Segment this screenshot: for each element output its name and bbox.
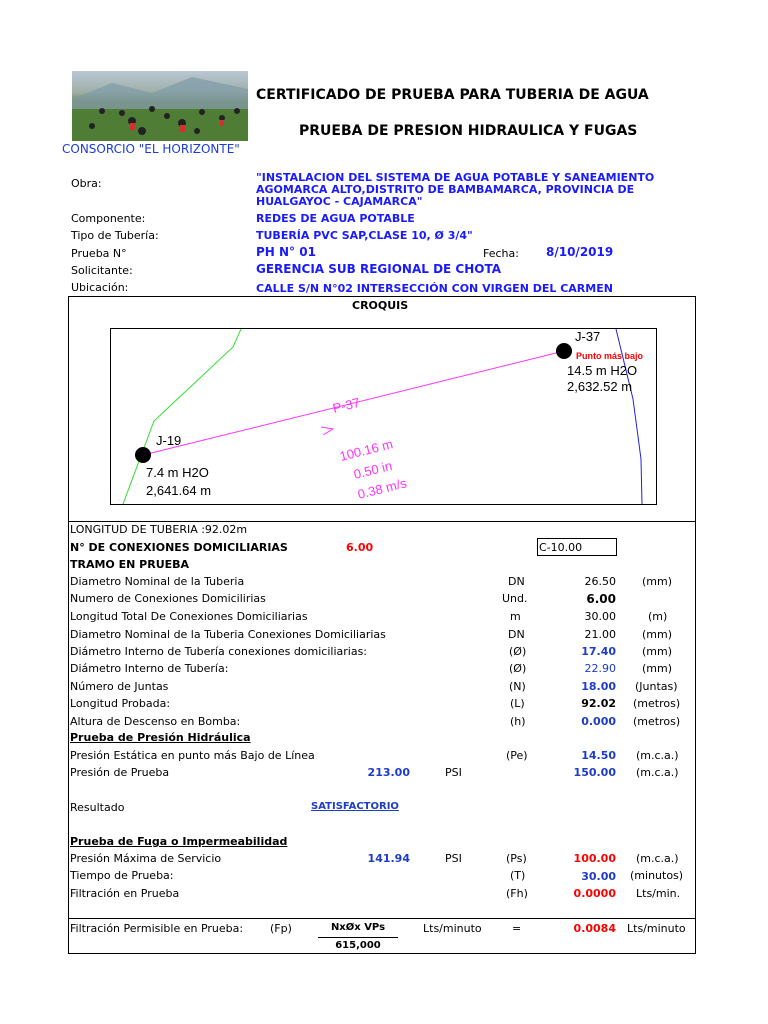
row-unit: (m)	[648, 610, 668, 623]
row-label: Longitud Total De Conexiones Domiciliarias	[70, 610, 308, 623]
formula-numerator: NxØx VPs	[330, 922, 386, 933]
row-value: 0.000	[581, 715, 616, 728]
node-j19-elevation: 2,641.64 m	[146, 483, 212, 498]
row-value: 18.00	[581, 680, 616, 693]
row-unit: (mm)	[642, 645, 673, 658]
company-name: CONSORCIO "EL HORIZONTE"	[62, 142, 240, 156]
presion-estatica-symbol: (Pe)	[506, 749, 528, 762]
presion-maxima-unit: (m.c.a.)	[636, 852, 679, 865]
row-symbol: (N)	[509, 680, 526, 693]
row-label: Longitud Probada:	[70, 697, 171, 710]
row-label: Diámetro Interno de Tubería:	[70, 662, 229, 675]
pipe-label: P-37	[331, 394, 362, 416]
solicitante-value: GERENCIA SUB REGIONAL DE CHOTA	[256, 262, 502, 276]
equals-sign: =	[512, 922, 522, 935]
fuga-title: Prueba de Fuga o Impermeabilidad	[70, 835, 288, 848]
row-symbol: (Ø)	[509, 645, 527, 658]
filtracion-symbol: (Fh)	[506, 887, 528, 900]
ubicacion-label: Ubicación:	[71, 281, 129, 294]
row-label: Altura de Descenso en Bomba:	[70, 715, 241, 728]
document-subtitle: PRUEBA DE PRESION HIDRAULICA Y FUGAS	[299, 123, 638, 139]
tipo-label: Tipo de Tubería:	[71, 229, 159, 242]
row-label: Número de Juntas	[70, 680, 169, 693]
node-j19-label: J-19	[156, 433, 182, 448]
document-title: CERTIFICADO DE PRUEBA PARA TUBERIA DE AGUA	[256, 87, 649, 103]
filtracion-value: 0.0000	[573, 887, 616, 900]
row-symbol: (h)	[510, 715, 526, 728]
row-value: 6.00	[586, 592, 616, 606]
row-symbol: DN	[508, 575, 525, 588]
obra-line-3: HUALGAYOC - CAJAMARCA"	[256, 195, 423, 208]
row-value: 92.02	[581, 697, 616, 710]
tipo-value: TUBERÍA PVC SAP,CLASE 10, Ø 3/4"	[256, 229, 473, 242]
solicitante-label: Solicitante:	[71, 264, 133, 277]
row-symbol: DN	[508, 628, 525, 641]
pipe-length: 100.16 m	[338, 436, 395, 464]
row-label: Diametro Nominal de la Tuberia	[70, 575, 245, 588]
node-j37-pressure: 14.5 m H2O	[567, 363, 638, 378]
header-photo	[72, 71, 248, 141]
conexiones-value: 6.00	[346, 541, 374, 554]
hidraulica-title: Prueba de Presión Hidráulica	[70, 731, 251, 744]
formula-denominator: 615,000	[335, 940, 381, 951]
section-divider	[68, 918, 696, 919]
node-j37-elevation: 2,632.52 m	[567, 379, 633, 394]
class-box-value: C-10.00	[539, 541, 583, 554]
formula-divider	[318, 937, 398, 938]
tiempo-value: 30.00	[581, 870, 616, 883]
section-divider	[68, 521, 696, 522]
row-label: Diametro Nominal de la Tuberia Conexiones Domiciliarias	[70, 628, 386, 641]
presion-maxima-label: Presión Máxima de Servicio	[70, 852, 222, 865]
row-symbol: (Ø)	[509, 662, 527, 675]
presion-prueba-unit: (m.c.a.)	[636, 766, 679, 779]
fecha-value: 8/10/2019	[546, 245, 614, 259]
row-symbol: (L)	[510, 697, 525, 710]
filtracion-permisible-label: Filtración Permisible en Prueba:	[70, 922, 244, 935]
node-j19-pressure: 7.4 m H2O	[146, 465, 209, 480]
longitud-tuberia: LONGITUD DE TUBERIA :92.02m	[70, 523, 248, 536]
row-value: 26.50	[584, 575, 616, 588]
presion-maxima-symbol: (Ps)	[506, 852, 527, 865]
obra-line-2: AGOMARCA ALTO,DISTRITO DE BAMBAMARCA, PROVINCIA DE	[256, 183, 635, 196]
presion-prueba-psi-value: 213.00	[367, 766, 410, 779]
formula-units: Lts/minuto	[423, 922, 482, 935]
componente-label: Componente:	[71, 212, 146, 225]
node-j37-note: Punto más bajo	[576, 351, 644, 361]
filtracion-permisible-symbol: (Fp)	[270, 922, 292, 935]
presion-estatica-unit: (m.c.a.)	[636, 749, 679, 762]
row-symbol: Und.	[502, 592, 528, 605]
row-unit: (mm)	[642, 662, 673, 675]
tiempo-symbol: (T)	[510, 869, 526, 882]
row-label: Diámetro Interno de Tubería conexiones domiciliarias:	[70, 645, 368, 658]
prueba-value: PH N° 01	[256, 245, 316, 259]
conexiones-label: N° DE CONEXIONES DOMICILIARIAS	[70, 541, 288, 554]
filtracion-permisible-unit: Lts/minuto	[627, 922, 686, 935]
presion-prueba-value: 150.00	[573, 766, 616, 779]
presion-prueba-psi: PSI	[445, 766, 462, 779]
croquis-title: CROQUIS	[352, 299, 409, 312]
presion-maxima-psi: PSI	[445, 852, 462, 865]
obra-line-1: "INSTALACION DEL SISTEMA DE AGUA POTABLE Y SANEAMIENTO	[256, 171, 655, 184]
row-unit: (mm)	[642, 575, 673, 588]
row-unit: (mm)	[642, 628, 673, 641]
prueba-label: Prueba N°	[71, 247, 127, 260]
tiempo-unit: (minutos)	[630, 869, 684, 882]
pipe-velocity: 0.38 m/s	[356, 475, 409, 502]
obra-label: Obra:	[71, 177, 102, 190]
presion-maxima-psi-value: 141.94	[367, 852, 410, 865]
resultado-label: Resultado	[70, 801, 125, 814]
componente-value: REDES DE AGUA POTABLE	[256, 212, 415, 225]
row-value: 30.00	[584, 610, 616, 623]
filtracion-label: Filtración en Prueba	[70, 887, 180, 900]
resultado-value: SATISFACTORIO	[311, 801, 399, 812]
presion-maxima-value: 100.00	[573, 852, 616, 865]
filtracion-unit: Lts/min.	[636, 887, 681, 900]
tiempo-label: Tiempo de Prueba:	[70, 869, 174, 882]
row-unit: (metros)	[633, 697, 681, 710]
presion-prueba-label: Presión de Prueba	[70, 766, 170, 779]
row-value: 17.40	[581, 645, 616, 658]
presion-estatica-label: Presión Estática en punto más Bajo de Línea	[70, 749, 315, 762]
row-unit: (metros)	[633, 715, 681, 728]
row-unit: (Juntas)	[635, 680, 678, 693]
ubicacion-value: CALLE S/N N°02 INTERSECCIÓN CON VIRGEN DEL CARMEN	[256, 282, 613, 295]
croquis-diagram	[110, 328, 657, 505]
presion-estatica-value: 14.50	[581, 749, 616, 762]
fecha-label: Fecha:	[483, 247, 519, 260]
tramo-title: TRAMO EN PRUEBA	[70, 558, 190, 571]
row-symbol: m	[510, 610, 521, 623]
row-value: 21.00	[584, 628, 616, 641]
filtracion-permisible-value: 0.0084	[573, 922, 616, 935]
node-j37-label: J-37	[575, 329, 601, 344]
pipe-diameter: 0.50 in	[352, 457, 394, 482]
row-value: 22.90	[584, 662, 616, 675]
row-label: Numero de Conexiones Domicilirias	[70, 592, 266, 605]
